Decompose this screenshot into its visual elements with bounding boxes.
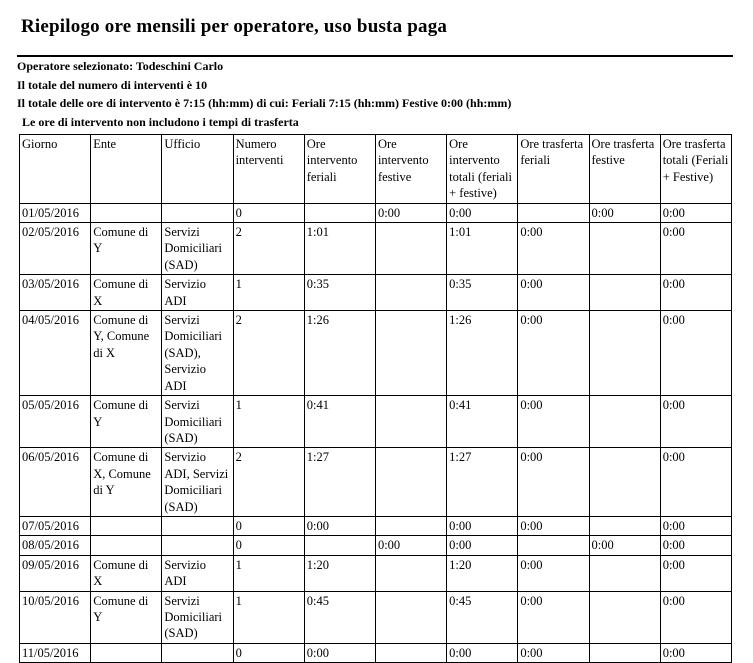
cell-ufficio: Servizi Domiciliari (SAD) xyxy=(162,591,233,643)
cell-numero-interventi: 0 xyxy=(233,516,304,535)
cell-ente: Comune di X, Comune di Y xyxy=(91,448,162,517)
column-header-ore-intervento-festive: Ore intervento festive xyxy=(375,135,446,204)
cell-ufficio: Servizi Domiciliari (SAD) xyxy=(162,396,233,448)
cell-giorno: 08/05/2016 xyxy=(20,536,91,555)
summary-hours-total: Il totale delle ore di intervento è 7:15 (hh:mm) di cui: Feriali 7:15 (hh:mm) Festive 0:00 (hh:mm) xyxy=(17,96,512,110)
table-row xyxy=(20,223,732,275)
cell-ore-trasferta-totali: 0:00 xyxy=(660,536,731,555)
cell-giorno: 02/05/2016 xyxy=(20,223,91,275)
cell-giorno: 06/05/2016 xyxy=(20,448,91,517)
cell-giorno: 01/05/2016 xyxy=(20,203,91,222)
cell-numero-interventi: 1 xyxy=(233,275,304,311)
cell-ore-trasferta-feriali xyxy=(518,536,589,555)
cell-ufficio xyxy=(162,203,233,222)
cell-ore-trasferta-feriali: 0:00 xyxy=(518,311,589,396)
cell-ore-trasferta-feriali: 0:00 xyxy=(518,223,589,275)
title-divider xyxy=(17,55,733,57)
cell-ufficio: Servizio ADI xyxy=(162,555,233,591)
cell-ore-trasferta-festive: 0:00 xyxy=(589,203,660,222)
cell-ore-intervento-feriali: 1:26 xyxy=(304,311,375,396)
cell-ore-intervento-totali: 0:00 xyxy=(447,643,518,662)
cell-ore-trasferta-feriali: 0:00 xyxy=(518,448,589,517)
cell-ore-trasferta-festive xyxy=(589,643,660,662)
cell-ore-trasferta-festive xyxy=(589,396,660,448)
table-row xyxy=(20,643,732,662)
cell-ore-trasferta-feriali: 0:00 xyxy=(518,643,589,662)
cell-ore-trasferta-feriali: 0:00 xyxy=(518,396,589,448)
hours-table xyxy=(19,134,732,663)
cell-ore-trasferta-totali: 0:00 xyxy=(660,643,731,662)
table-row xyxy=(20,555,732,591)
cell-ore-intervento-festive xyxy=(375,275,446,311)
cell-ore-intervento-totali: 1:01 xyxy=(447,223,518,275)
table-row xyxy=(20,448,732,517)
cell-ore-trasferta-totali: 0:00 xyxy=(660,275,731,311)
column-header-ore-trasferta-festive: Ore trasferta festive xyxy=(589,135,660,204)
cell-ore-intervento-festive xyxy=(375,223,446,275)
cell-ore-intervento-festive xyxy=(375,448,446,517)
column-header-ore-trasferta-totali: Ore trasferta totali (Feriali + Festive) xyxy=(660,135,731,204)
cell-giorno: 09/05/2016 xyxy=(20,555,91,591)
cell-ufficio xyxy=(162,516,233,535)
cell-giorno: 11/05/2016 xyxy=(20,643,91,662)
table-row xyxy=(20,536,732,555)
cell-ore-trasferta-totali: 0:00 xyxy=(660,311,731,396)
summary-operator: Operatore selezionato: Todeschini Carlo xyxy=(17,59,224,73)
cell-numero-interventi: 0 xyxy=(233,643,304,662)
cell-ente xyxy=(91,536,162,555)
table-body xyxy=(20,203,732,663)
cell-ore-trasferta-feriali: 0:00 xyxy=(518,275,589,311)
table-row xyxy=(20,591,732,643)
cell-ore-intervento-festive xyxy=(375,396,446,448)
cell-ore-trasferta-totali: 0:00 xyxy=(660,591,731,643)
cell-ente: Comune di Y, Comune di X xyxy=(91,311,162,396)
cell-ente xyxy=(91,203,162,222)
cell-ente: Comune di Y xyxy=(91,591,162,643)
cell-numero-interventi: 1 xyxy=(233,555,304,591)
cell-ufficio xyxy=(162,536,233,555)
cell-ufficio: Servizio ADI, Servizi Domiciliari (SAD) xyxy=(162,448,233,517)
cell-ore-intervento-totali: 0:00 xyxy=(447,516,518,535)
cell-ufficio: Servizi Domiciliari (SAD), Servizio ADI xyxy=(162,311,233,396)
cell-ore-trasferta-feriali xyxy=(518,203,589,222)
cell-ore-intervento-totali: 0:45 xyxy=(447,591,518,643)
table-row xyxy=(20,275,732,311)
cell-giorno: 07/05/2016 xyxy=(20,516,91,535)
cell-ore-trasferta-totali: 0:00 xyxy=(660,223,731,275)
cell-ufficio xyxy=(162,643,233,662)
cell-ufficio: Servizi Domiciliari (SAD) xyxy=(162,223,233,275)
cell-ore-intervento-feriali: 0:00 xyxy=(304,643,375,662)
cell-ore-intervento-totali: 1:26 xyxy=(447,311,518,396)
cell-ente xyxy=(91,643,162,662)
cell-ore-intervento-feriali: 1:01 xyxy=(304,223,375,275)
table-row xyxy=(20,203,732,222)
cell-ore-intervento-totali: 1:27 xyxy=(447,448,518,517)
cell-ore-intervento-festive: 0:00 xyxy=(375,536,446,555)
cell-ore-trasferta-festive: 0:00 xyxy=(589,536,660,555)
cell-giorno: 03/05/2016 xyxy=(20,275,91,311)
cell-ore-intervento-totali: 0:41 xyxy=(447,396,518,448)
cell-ore-trasferta-totali: 0:00 xyxy=(660,396,731,448)
cell-ore-trasferta-feriali: 0:00 xyxy=(518,555,589,591)
column-header-ufficio: Ufficio xyxy=(162,135,233,204)
cell-ufficio: Servizio ADI xyxy=(162,275,233,311)
cell-ore-trasferta-festive xyxy=(589,591,660,643)
cell-ore-intervento-feriali: 1:27 xyxy=(304,448,375,517)
cell-giorno: 05/05/2016 xyxy=(20,396,91,448)
cell-giorno: 10/05/2016 xyxy=(20,591,91,643)
cell-ore-intervento-feriali: 0:35 xyxy=(304,275,375,311)
cell-ore-trasferta-totali: 0:00 xyxy=(660,555,731,591)
cell-ore-intervento-festive xyxy=(375,643,446,662)
cell-ore-intervento-feriali xyxy=(304,536,375,555)
cell-numero-interventi: 2 xyxy=(233,223,304,275)
cell-ente: Comune di X xyxy=(91,555,162,591)
cell-giorno: 04/05/2016 xyxy=(20,311,91,396)
column-header-ente: Ente xyxy=(91,135,162,204)
cell-numero-interventi: 2 xyxy=(233,448,304,517)
cell-ore-intervento-festive xyxy=(375,311,446,396)
cell-ore-trasferta-festive xyxy=(589,516,660,535)
cell-ore-trasferta-festive xyxy=(589,448,660,517)
cell-ore-trasferta-festive xyxy=(589,223,660,275)
cell-ore-trasferta-festive xyxy=(589,311,660,396)
cell-ore-intervento-festive xyxy=(375,516,446,535)
cell-ore-trasferta-festive xyxy=(589,555,660,591)
table-row xyxy=(20,396,732,448)
column-header-numero-interventi: Numero interventi xyxy=(233,135,304,204)
table-row xyxy=(20,311,732,396)
cell-numero-interventi: 1 xyxy=(233,396,304,448)
cell-ente xyxy=(91,516,162,535)
cell-ore-intervento-feriali: 0:41 xyxy=(304,396,375,448)
cell-numero-interventi: 1 xyxy=(233,591,304,643)
cell-ore-intervento-festive: 0:00 xyxy=(375,203,446,222)
table-row xyxy=(20,516,732,535)
cell-ore-trasferta-totali: 0:00 xyxy=(660,203,731,222)
page-title: Riepilogo ore mensili per operatore, uso busta paga xyxy=(21,16,448,37)
cell-ore-intervento-feriali: 1:20 xyxy=(304,555,375,591)
column-header-ore-trasferta-feriali: Ore trasferta feriali xyxy=(518,135,589,204)
cell-ore-intervento-totali: 0:00 xyxy=(447,203,518,222)
cell-ore-intervento-totali: 0:35 xyxy=(447,275,518,311)
cell-ore-trasferta-totali: 0:00 xyxy=(660,448,731,517)
cell-ore-intervento-feriali xyxy=(304,203,375,222)
cell-numero-interventi: 0 xyxy=(233,203,304,222)
cell-ore-trasferta-feriali: 0:00 xyxy=(518,516,589,535)
cell-ente: Comune di Y xyxy=(91,223,162,275)
cell-ore-intervento-feriali: 0:45 xyxy=(304,591,375,643)
cell-ore-trasferta-totali: 0:00 xyxy=(660,516,731,535)
cell-numero-interventi: 2 xyxy=(233,311,304,396)
header-row xyxy=(20,135,732,204)
column-header-ore-intervento-totali: Ore intervento totali (feriali + festive) xyxy=(447,135,518,204)
cell-ore-trasferta-feriali: 0:00 xyxy=(518,591,589,643)
column-header-ore-intervento-feriali: Ore intervento feriali xyxy=(304,135,375,204)
summary-interventions-total: Il totale del numero di interventi è 10 xyxy=(17,77,208,92)
cell-ore-intervento-totali: 1:20 xyxy=(447,555,518,591)
cell-ore-trasferta-festive xyxy=(589,275,660,311)
cell-ore-intervento-festive xyxy=(375,555,446,591)
cell-ore-intervento-feriali: 0:00 xyxy=(304,516,375,535)
cell-ente: Comune di X xyxy=(91,275,162,311)
cell-ente: Comune di Y xyxy=(91,396,162,448)
cell-ore-intervento-totali: 0:00 xyxy=(447,536,518,555)
column-header-giorno: Giorno xyxy=(20,135,91,204)
cell-numero-interventi: 0 xyxy=(233,536,304,555)
summary-transfer-note: Le ore di intervento non includono i tempi di trasferta xyxy=(22,114,299,129)
cell-ore-intervento-festive xyxy=(375,591,446,643)
